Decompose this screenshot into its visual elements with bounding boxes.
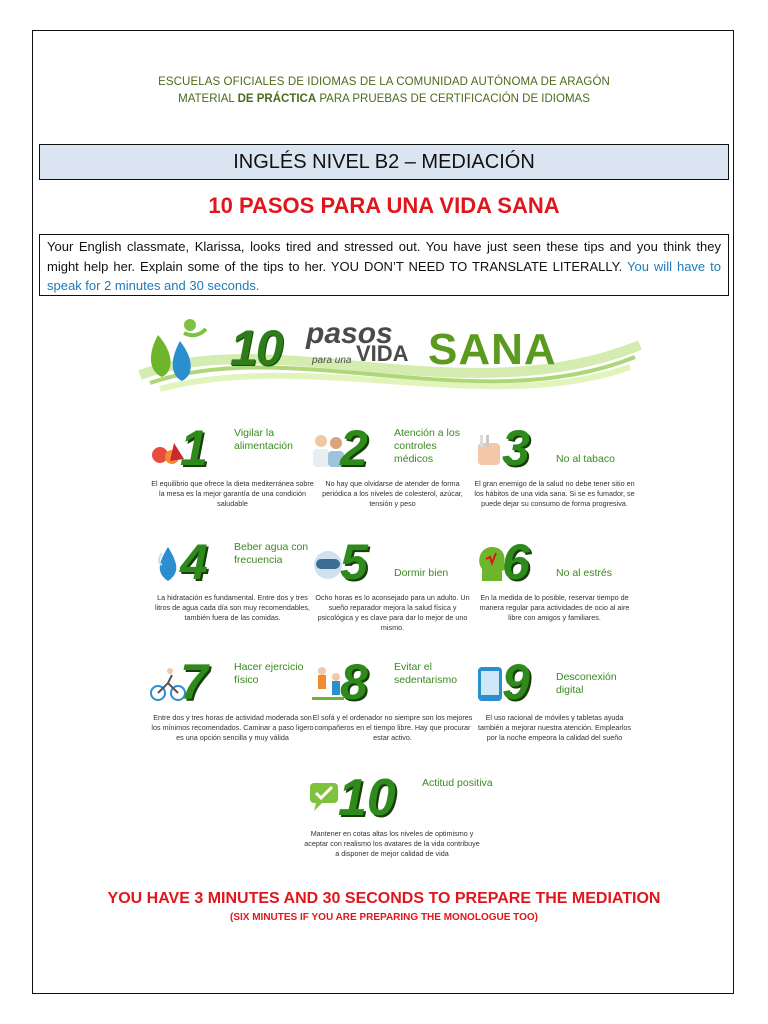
- step-title: Desconexión digital: [556, 671, 617, 696]
- brand-vida: VIDA: [356, 341, 409, 366]
- step-number: 7: [180, 654, 208, 710]
- step-number: 3: [502, 420, 530, 476]
- step-title: Atención a los controles médicos: [394, 427, 460, 465]
- infographic: [120, 305, 650, 875]
- step-number: 10: [338, 769, 396, 827]
- main-title: 10 PASOS PARA UNA VIDA SANA: [208, 193, 560, 218]
- step-title: Actitud positiva: [422, 777, 493, 789]
- step-number: 5: [340, 534, 368, 590]
- step-8: [310, 654, 475, 767]
- step-1: [150, 420, 315, 533]
- step-description: El gran enemigo de la salud no debe tener sitio en los hábitos de una vida sana. Si se es fumador, se puede dejar su consumo de forma progresiva.: [474, 479, 635, 508]
- brand-ten: 10: [230, 320, 282, 376]
- step-description: El uso racional de móviles y tabletas ayuda también a mejorar nuestra atención. Emplearlos por la noche empeora la calidad del sueño: [477, 713, 631, 742]
- step-4: [150, 534, 315, 647]
- step-6: [472, 534, 637, 647]
- step-number: 8: [340, 654, 368, 710]
- step-title: Hacer ejercicio físico: [234, 661, 304, 686]
- step-description: No hay que olvidarse de atender de forma periódica a los niveles de colesterol, azúcar, tensión y peso: [322, 479, 463, 508]
- material-header-a: MATERIAL: [178, 93, 238, 105]
- brand-sana: SANA: [428, 325, 557, 374]
- step-title: Vigilar la alimentación: [234, 427, 293, 452]
- step-3: [472, 420, 637, 533]
- step-9: [472, 654, 637, 767]
- positive-chat-icon: [306, 779, 342, 819]
- brand-pasos: pasos: [306, 317, 393, 350]
- step-description: Mantener en cotas altas los niveles de optimismo y aceptar con realismo los avatares de la vida contribuye a disponer de mejor calidad de vida: [304, 829, 480, 858]
- step-description: El equilibrio que ofrece la dieta mediterránea sobre la mesa es la mejor garantía de una condición saludable: [151, 479, 314, 508]
- leaf-drops-logo-icon: [144, 315, 214, 385]
- brand-para: para una: [312, 355, 352, 366]
- step-title: Beber agua con frecuencia: [234, 541, 309, 566]
- step-number: 6: [502, 534, 530, 590]
- step-title: Evitar el sedentarismo: [394, 661, 458, 686]
- step-5: [310, 534, 475, 647]
- task-instructions: [39, 234, 729, 296]
- task-time-highlight: You will have to speak for 2 minutes and 30 seconds.: [47, 258, 721, 293]
- step-description: El sofá y el ordenador no siempre son los mejores compañeros en el tiempo libre. Hay que procurar estar activo.: [312, 713, 473, 742]
- material-header-b: DE PRÁCTICA: [237, 93, 317, 105]
- infographic-brand: [144, 315, 634, 385]
- step-number: 2: [340, 420, 368, 476]
- step-description: En la medida de lo posible, reservar tiempo de manera regular para actividades de ocio al aire libre con amigos y familiares.: [479, 593, 630, 622]
- step-title: No al tabaco: [556, 453, 615, 465]
- prep-time-monologue-note: (SIX MINUTES IF YOU ARE PREPARING THE MONOLOGUE TOO): [230, 912, 538, 923]
- prep-time-notice: YOU HAVE 3 MINUTES AND 30 SECONDS TO PREPARE THE MEDIATION: [107, 890, 661, 907]
- level-title: INGLÉS NIVEL B2 – MEDIACIÓN: [233, 151, 535, 173]
- step-description: Ocho horas es lo aconsejado para un adulto. Un sueño reparador mejora la salud física y psicológica y es clave para dar lo mejor de uno mismo.: [315, 593, 470, 632]
- step-number: 1: [180, 420, 208, 476]
- step-7: [150, 654, 315, 767]
- task-text: Your English classmate, Klarissa, looks tired and stressed out. You have just seen these tips and you think they might help her. Explain some of the tips to her. YOU DON’T NEED TO TRANSLATE LITERALLY.: [47, 239, 721, 274]
- school-header: ESCUELAS OFICIALES DE IDIOMAS DE LA COMUNIDAD AUTÓNOMA DE ARAGÓN: [158, 76, 610, 88]
- step-description: La hidratación es fundamental. Entre dos y tres litros de agua cada día son muy recomendables, también fuera de las comidas.: [154, 593, 311, 622]
- step-2: [310, 420, 475, 533]
- material-header-c: PARA PRUEBAS DE CERTIFICACIÓN DE IDIOMAS: [316, 93, 590, 105]
- level-title-box: [39, 144, 729, 180]
- step-title: No al estrés: [556, 567, 613, 579]
- step-title: Dormir bien: [394, 567, 449, 579]
- material-header: [0, 93, 768, 105]
- step-number: 4: [180, 534, 208, 590]
- step-10: [302, 769, 493, 883]
- step-description: Entre dos y tres horas de actividad moderada son los mínimos recomendados. Caminar a paso ligero es una opción sencilla y muy válida: [151, 713, 314, 742]
- step-number: 9: [502, 654, 530, 710]
